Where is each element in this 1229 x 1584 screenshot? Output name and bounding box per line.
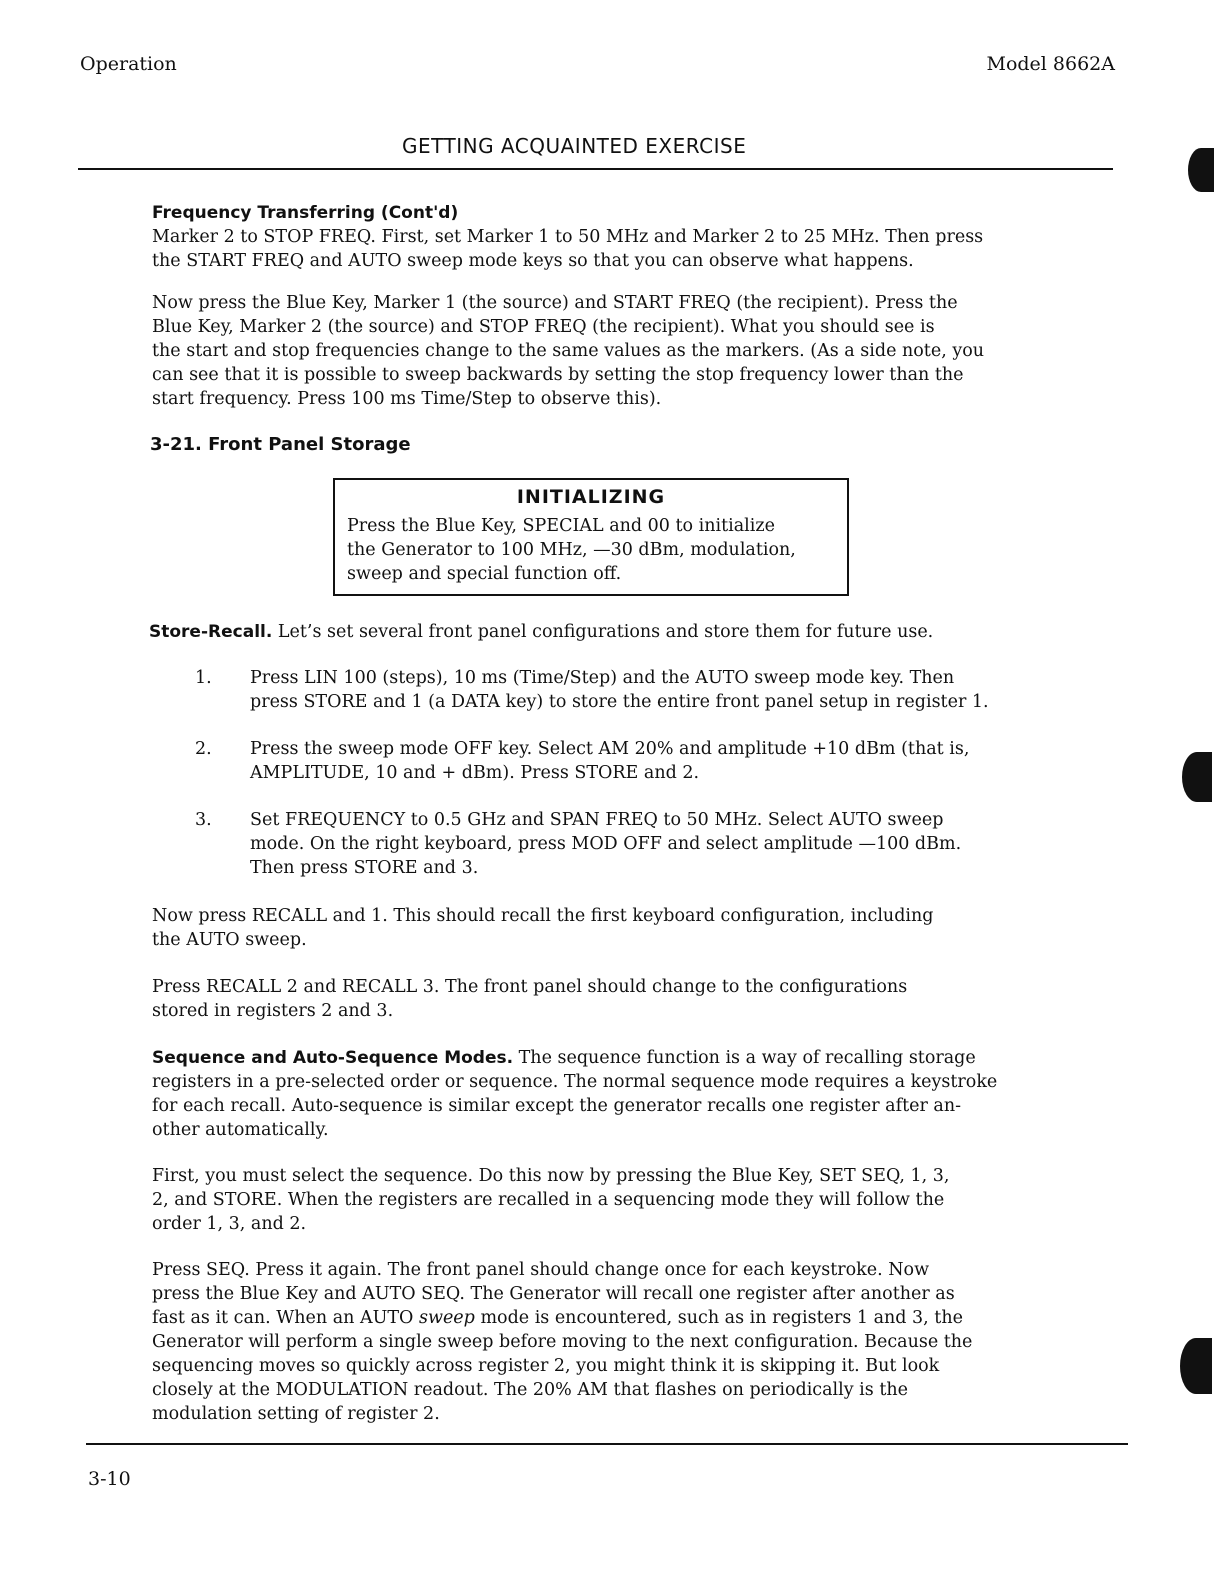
paragraph-line: sequencing moves so quickly across register 2, you might think it is skipping it. But look <box>152 1356 940 1376</box>
paragraph-line: can see that it is possible to sweep backwards by setting the stop frequency lower than the <box>152 365 964 385</box>
freq-transfer-line: Marker 2 to STOP FREQ. First, set Marker 1 to 50 MHz and Marker 2 to 25 MHz. Then press <box>152 227 984 247</box>
paragraph-line: start frequency. Press 100 ms Time/Step to observe this). <box>152 389 662 409</box>
paragraph-first-select <box>152 1164 1072 1236</box>
freq-transfer-line: the START FREQ and AUTO sweep mode keys so that you can observe what happens. <box>152 251 914 271</box>
top-rule <box>78 168 1113 170</box>
paragraph-line: stored in registers 2 and 3. <box>152 1001 394 1021</box>
step-line: Press the sweep mode OFF key. Select AM 20% and amplitude +10 dBm (that is, <box>250 739 970 759</box>
freq-transfer-heading: Frequency Transferring (Cont'd) <box>152 203 459 223</box>
freq-transfer-section <box>152 201 1072 273</box>
initializing-title: INITIALIZING <box>516 486 666 508</box>
list-item <box>195 737 1075 787</box>
step-line: Set FREQUENCY to 0.5 GHz and SPAN FREQ to 50 MHz. Select AUTO sweep <box>250 810 944 830</box>
paragraph-line: fast as it can. When an AUTO <box>152 1308 419 1328</box>
paragraph-line: First, you must select the sequence. Do this now by pressing the Blue Key, SET SEQ, 1, 3, <box>152 1166 950 1186</box>
paragraph-line: Blue Key, Marker 2 (the source) and STOP FREQ (the recipient). What you should see is <box>152 317 935 337</box>
paragraph-line: Now press RECALL and 1. This should recall the first keyboard configuration, including <box>152 906 934 926</box>
step-line: Press LIN 100 (steps), 10 ms (Time/Step) and the AUTO sweep mode key. Then <box>250 668 955 688</box>
paragraph-line: for each recall. Auto-sequence is similar except the generator recalls one register after an- <box>152 1096 962 1116</box>
binder-hole-mark <box>1182 752 1212 802</box>
store-recall-label: Store-Recall. <box>149 622 273 642</box>
section-heading-front-panel-storage: 3-21. Front Panel Storage <box>150 434 411 455</box>
paragraph-sequence-modes <box>152 1046 1072 1142</box>
header-model: Model 8662A <box>986 53 1115 75</box>
paragraph-line: Press RECALL 2 and RECALL 3. The front panel should change to the configurations <box>152 977 908 997</box>
paragraph-recall-1 <box>152 904 1072 952</box>
italic-word: sweep <box>418 1308 475 1328</box>
sequence-label: Sequence and Auto-Sequence Modes. <box>152 1048 514 1068</box>
page-number: 3-10 <box>88 1468 131 1490</box>
paragraph-line: other automatically. <box>152 1120 329 1140</box>
list-item <box>195 808 1075 882</box>
binder-hole-mark <box>1180 1338 1212 1394</box>
step-number: 2. <box>195 739 212 759</box>
step-line: Then press STORE and 3. <box>250 858 479 878</box>
step-number: 1. <box>195 668 212 688</box>
header-left: Operation <box>80 53 177 75</box>
step-number: 3. <box>195 810 212 830</box>
step-line: press STORE and 1 (a DATA key) to store the entire front panel setup in register 1. <box>250 692 989 712</box>
store-recall-text: Let’s set several front panel configurations and store them for future use. <box>277 622 934 642</box>
paragraph-line: mode is encountered, such as in registers 1 and 3, the <box>474 1308 963 1328</box>
binder-hole-mark <box>1188 148 1214 192</box>
bottom-rule <box>86 1443 1128 1445</box>
page-title: GETTING ACQUAINTED EXERCISE <box>402 134 747 158</box>
paragraph-line: closely at the MODULATION readout. The 20% AM that flashes on periodically is the <box>152 1380 908 1400</box>
paragraph-press-seq <box>152 1258 1072 1426</box>
paragraph-line: 2, and STORE. When the registers are recalled in a sequencing mode they will follow the <box>152 1190 945 1210</box>
paragraph-line: The sequence function is a way of recalling storage <box>513 1048 976 1068</box>
paragraph-line: the AUTO sweep. <box>152 930 307 950</box>
step-line: AMPLITUDE, 10 and + dBm). Press STORE and 2. <box>250 763 700 783</box>
initializing-line: Press the Blue Key, SPECIAL and 00 to initialize <box>347 516 775 536</box>
paragraph-line: order 1, 3, and 2. <box>152 1214 307 1234</box>
paragraph-now-press <box>152 291 1072 411</box>
paragraph-line: Press SEQ. Press it again. The front panel should change once for each keystroke. Now <box>152 1260 930 1280</box>
paragraph-line: the start and stop frequencies change to the same values as the markers. (As a side note, you <box>152 341 985 361</box>
initializing-line: sweep and special function off. <box>347 564 622 584</box>
paragraph-recall-2-3 <box>152 975 1072 1023</box>
store-recall-intro <box>149 620 1089 644</box>
paragraph-line: modulation setting of register 2. <box>152 1404 440 1424</box>
paragraph-line: Generator will perform a single sweep before moving to the next configuration. Because the <box>152 1332 973 1352</box>
list-item <box>195 666 1075 716</box>
initializing-note-box <box>333 478 849 596</box>
paragraph-line: press the Blue Key and AUTO SEQ. The Generator will recall one register after another as <box>152 1284 955 1304</box>
initializing-line: the Generator to 100 MHz, —30 dBm, modulation, <box>347 540 796 560</box>
paragraph-line: Now press the Blue Key, Marker 1 (the source) and START FREQ (the recipient). Press the <box>152 293 958 313</box>
paragraph-line: registers in a pre-selected order or sequence. The normal sequence mode requires a keystroke <box>152 1072 998 1092</box>
step-line: mode. On the right keyboard, press MOD OFF and select amplitude —100 dBm. <box>250 834 962 854</box>
